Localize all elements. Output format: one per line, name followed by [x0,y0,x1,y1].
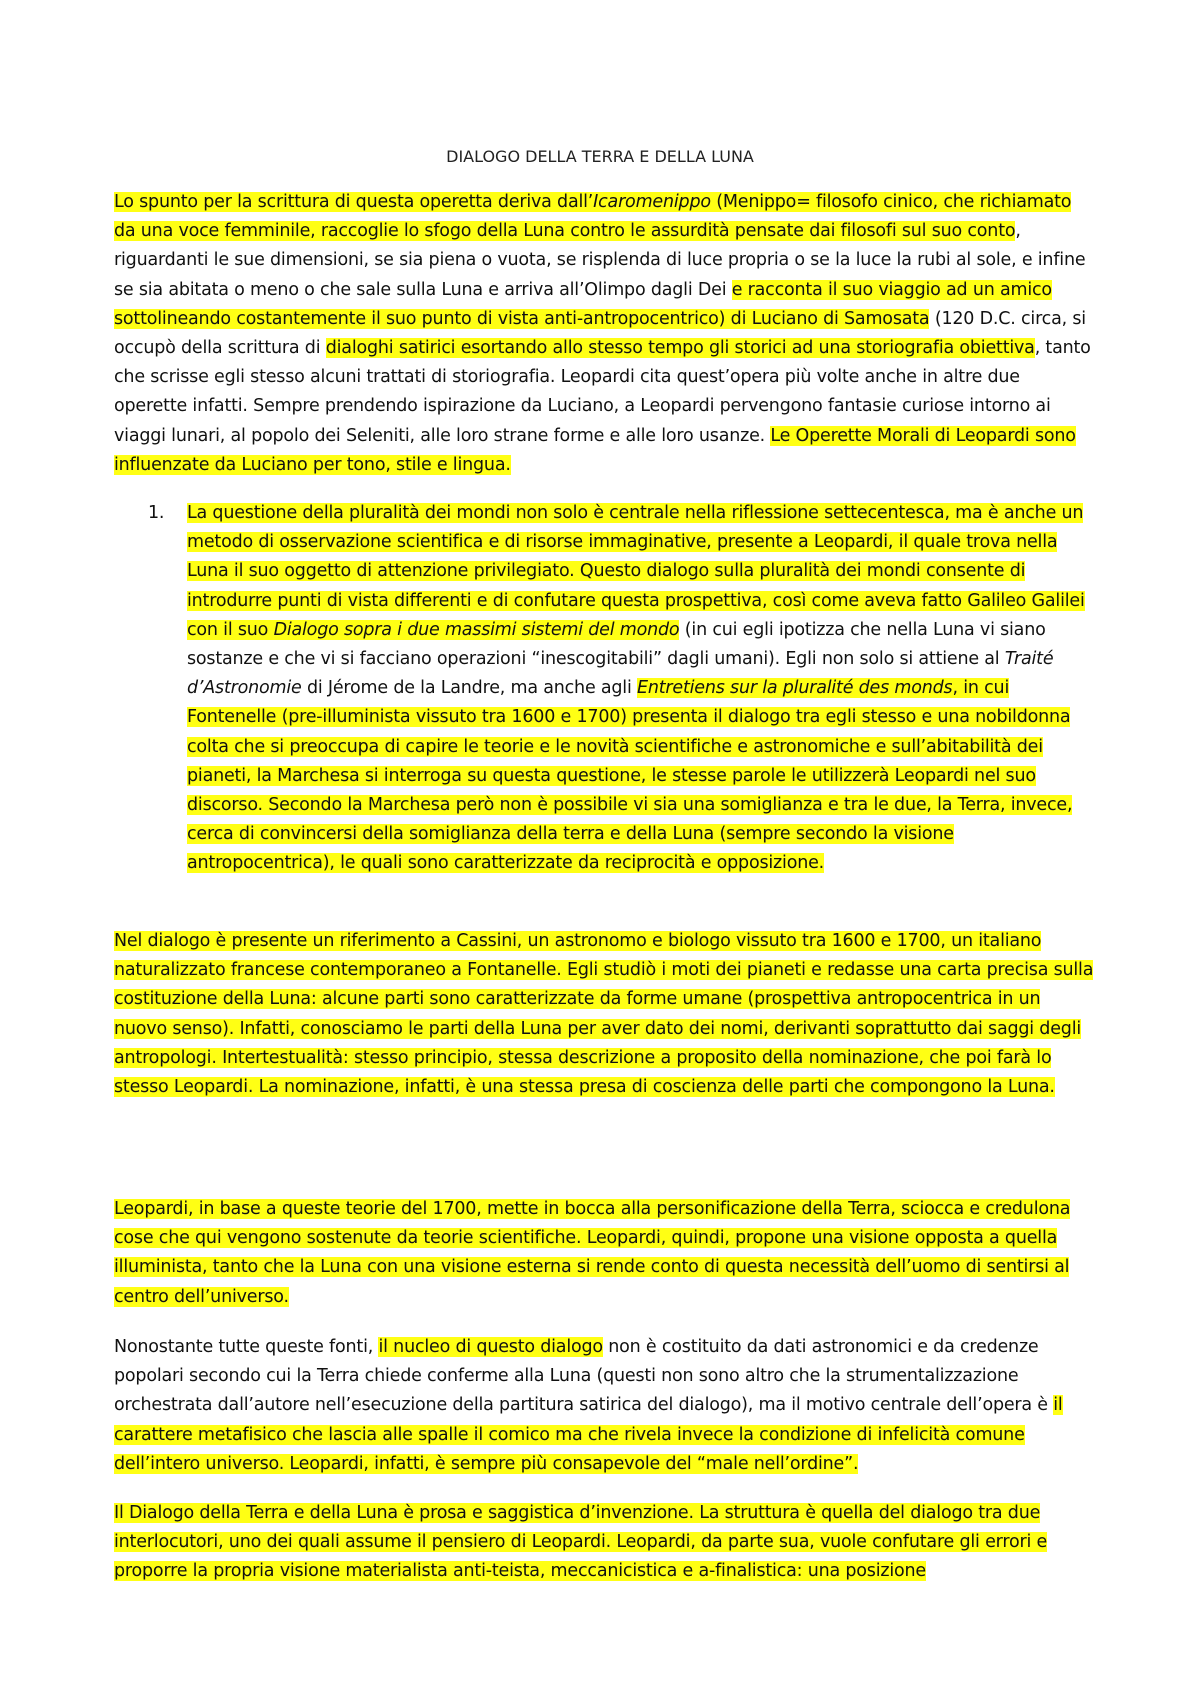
text-run: , riguardanti le sue dimensioni, se sia piena o vuota, se risplenda di luce propria o se la luce la rubi al sole, e infine se sia abitata o meno o che sale sulla Luna e arriva all’Olimpo dagli Dei [114,221,1086,300]
highlighted-text: La questione della pluralità dei mondi non solo è centrale nella riflessione settecentesca, ma è anche un metodo di osservazione scientifica e di risorse immaginative, presente a Leopardi, il quale trova nella Luna il suo oggetto di attenzione privilegiato. Questo dialogo sulla pluralità dei mondi consente di introdurre punti di vista differenti e di confutare questa prospettiva, così come aveva fatto Galileo Galilei con il suo [187,503,1085,640]
document-title: DIALOGO DELLA TERRA E DELLA LUNA [446,147,754,166]
highlighted-text: Dialogo sopra i due massimi sistemi del mondo [273,619,680,640]
highlighted-text: Il Dialogo della Terra e della Luna è prosa e saggistica d’invenzione. La struttura è quella del dialogo tra due interlocutori, uno dei quali assume il pensiero di Leopardi. Leopardi, da parte sua, vuole confutare gli errori e proporre la propria visione materialista anti-teista, meccanicistica e a-finalistica: una posizione [114,1503,1048,1582]
text-run: , tanto che scrisse egli stesso alcuni trattati di storiografia. Leopardi cita quest’opera più volte anche in altre due operette infatti. Sempre prendendo ispirazione da Luciano, a Leopardi pervengono fantasie curiose intorno ai viaggi lunari, al popolo dei Seleniti, alle loro strane forme e alle loro usanze. [114,338,1091,446]
paragraph-dialogue-nucleus [114,1333,1094,1479]
text-run: Nonostante tutte queste fonti, [114,1337,379,1357]
highlighted-text: dialoghi satirici esortando allo stesso tempo gli storici ad una storiografia obiettiva [325,338,1035,359]
highlighted-text: Leopardi, in base a queste teorie del 1700, mette in bocca alla personificazione della Terra, sciocca e credulona cose che qui vengono sostenute da teorie scientifiche. Leopardi, quindi, propone una visione opposta a quella illuminista, tanto che la Luna con una visione esterna si rende conto di questa necessità dell’uomo di sentirsi al centro dell’universo. [114,1199,1071,1307]
highlighted-text: e racconta il suo viaggio ad un amico sottolineando costantemente il suo punto di vista anti-antropocentrico) di Luciano di Samosata [114,279,1052,329]
highlighted-text: Le Operette Morali di Leopardi sono influenzate da Luciano per tono, stile e lingua. [114,425,1076,475]
text-run: (120 D.C. circa, si occupò della scrittura di [114,308,1086,359]
highlighted-text: (Menippo= filosofo cinico, che richiamato da una voce femminile, raccoglie lo sfogo della Luna contro le assurdità pensate dai filosofi sul suo conto [114,192,1072,242]
paragraph-prose-structure [114,1499,1094,1587]
paragraph-leopardi-theories [114,1195,1094,1312]
list-number: 1. [148,503,165,523]
text-run: di Jérome de la Landre, ma anche agli [301,678,637,699]
highlighted-text: , in cui Fontenelle (pre-illuminista vissuto tra 1600 e 1700) presenta il dialogo tra egli stesso e una nobildonna colta che si preoccupa di capire le teorie e le novità scientifiche e astronomiche e sull’abitabilità dei pianeti, la Marchesa si interroga su questa questione, le stesse parole le utilizzerà Leopardi nel suo discorso. Secondo la Marchesa però non è possibile vi sia una somiglianza e tra le due, la Terra, invece, cerca di convincersi della somiglianza della terra e della Luna (sempre secondo la visione antropocentrica), le quali sono caratterizzate da reciprocità e opposizione. [187,678,1073,874]
highlighted-text: Nel dialogo è presente un riferimento a Cassini, un astronomo e biologo vissuto tra 1600 e 1700, un italiano naturalizzato francese contemporaneo a Fontanelle. Egli studiò i moti dei pianeti e redasse una carta precisa sulla costituzione della Luna: alcune parti sono caratterizzate da forme umane (prospettiva antropocentrica in un nuovo senso). Infatti, conosciamo le parti della Luna per aver dato dei nomi, derivanti soprattutto dai saggi degli antropologi. Intertestualità: stesso principio, stessa descrizione a proposito della nominazione, che poi farà lo stesso Leopardi. La nominazione, infatti, è una stessa presa di coscienza delle parti che compongono la Luna. [114,931,1094,1098]
text-run: (in cui egli ipotizza che nella Luna vi siano sostanze e che vi si facciano operazioni “inescogitabili” dagli umani). Egli non solo si attiene al [187,619,1046,670]
list-item-plurality-of-worlds [187,499,1097,879]
highlighted-text: Icaromenippo [593,192,711,212]
paragraph-cassini [114,927,1094,1102]
text-run: non è costituito da dati astronomici e da credenze popolari secondo cui la Terra chiede conferme alla Luna (questi non sono altro che la strumentalizzazione orchestrata dall’autore nell’esecuzione della partitura satirica del dialogo), ma il motivo centrale dell’opera è [114,1337,1054,1416]
paragraph-luciano [114,188,1094,480]
highlighted-text: il nucleo di questo dialogo [378,1337,603,1357]
highlighted-text: Entretiens sur la pluralité des monds [637,678,953,699]
highlighted-text: il carattere metafisico che lascia alle spalle il comico ma che rivela invece la condizione di infelicità comune dell’intero universo. Leopardi, infatti, è sempre più consapevole del “male nell’ordine”. [114,1395,1063,1474]
text-run: Traité d’Astronomie [187,649,1054,699]
highlighted-text: Lo spunto per la scrittura di questa operetta deriva dall’ [114,192,594,212]
